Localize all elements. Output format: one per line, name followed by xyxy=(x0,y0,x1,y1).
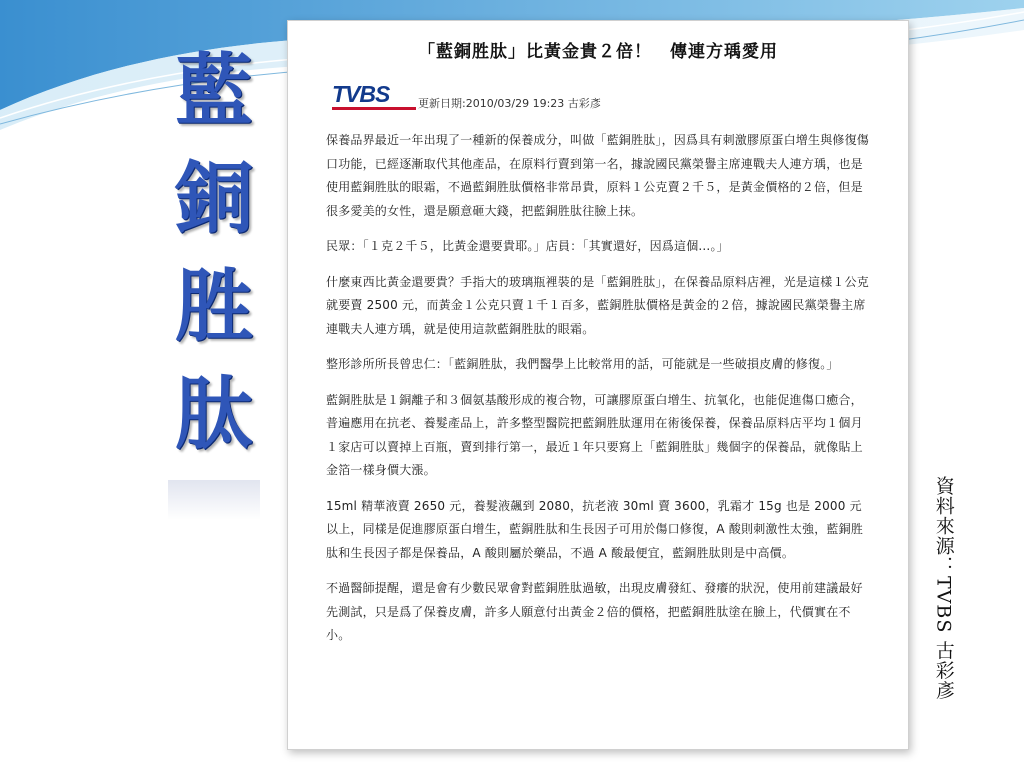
article-paragraph: 15ml 精華液賣 2650 元，養髮液飆到 2080，抗老液 30ml 賣 3600，乳霜才 15g 也是 2000 元以上，同樣是促進膠原蛋白增生，藍銅胜肽和生長因子可用於傷口修復，A 酸則刺激性太強，藍銅胜肽和生長因子都是保養品，A 酸則屬於藥品，不過 A 酸最便宜，藍銅胜肽則是中高價。 xyxy=(326,498,864,560)
article-clipping xyxy=(287,20,909,750)
tvbs-logo-underline xyxy=(332,107,416,110)
source-credit: 資料來源：TVBS 古彩彥 xyxy=(932,476,955,701)
article-paragraph: 民眾：「１克２千５，比黃金還要貴耶。」店員：「其實還好，因爲這個...。」 xyxy=(326,239,729,253)
slide-title-char: 肽 xyxy=(174,369,253,460)
slide-title-char: 藍 xyxy=(174,45,253,136)
title-reflection xyxy=(168,480,260,520)
article-paragraph: 不過醫師提醒，還是會有少數民眾會對藍銅胜肽過敏，出現皮膚發紅、發癢的狀況，使用前建議最好先測試，只是爲了保養皮膚，許多人願意付出黃金２倍的價格，把藍銅胜肽塗在臉上，代價實在不小。 xyxy=(326,581,863,642)
tvbs-logo: TVBS xyxy=(332,81,390,107)
article-body xyxy=(326,129,871,660)
slide-title-char: 銅 xyxy=(174,153,253,244)
article-paragraph: 什麼東西比黃金還要貴？手指大的玻璃瓶裡裝的是「藍銅胜肽」，在保養品原料店裡，光是這樣１公克就要賣 2500 元，而黃金１公克只賣１千１百多，藍銅胜肽價格是黃金的２倍，據說國民黨榮譽主席連戰夫人連方瑀，就是使用這款藍銅胜肽的眼霜。 xyxy=(326,274,870,336)
article-dateline: 更新日期:2010/03/29 19:23 古彩彥 xyxy=(418,97,601,110)
article-paragraph: 藍銅胜肽是１銅離子和３個氨基酸形成的複合物，可讓膠原蛋白增生、抗氧化，也能促進傷口癒合，普遍應用在抗老、養髮產品上，許多整型醫院把藍銅胜肽運用在術後保養，保養品原料店平均１個月１家店可以賣掉上百瓶，賣到排行第一，最近１年只要寫上「藍銅胜肽」幾個字的保養品，就像貼上金箔一樣身價大漲。 xyxy=(326,392,863,477)
slide-title-char: 胜 xyxy=(174,261,253,352)
article-paragraph: 保養品界最近一年出現了一種新的保養成分，叫做「藍銅胜肽」，因爲具有刺激膠原蛋白增生與修復傷口功能，已經逐漸取代其他產品，在原料行賣到第一名，據說國民黨榮譽主席連戰夫人連方瑀，也是使用藍銅胜肽的眼霜，不過藍銅胜肽價格非常昂貴，原料１公克賣２千５，是黃金價格的２倍，但是很多愛美的女性，還是願意砸大錢，把藍銅胜肽往臉上抹。 xyxy=(326,133,870,218)
article-title: 「藍銅胜肽」比黃金貴２倍！ 傳連方瑀愛用 xyxy=(418,42,778,62)
article-paragraph: 整形診所所長曾忠仁：「藍銅胜肽，我們醫學上比較常用的話，可能就是一些破損皮膚的修復。」 xyxy=(326,357,839,371)
slide-title-vertical xyxy=(168,45,260,484)
